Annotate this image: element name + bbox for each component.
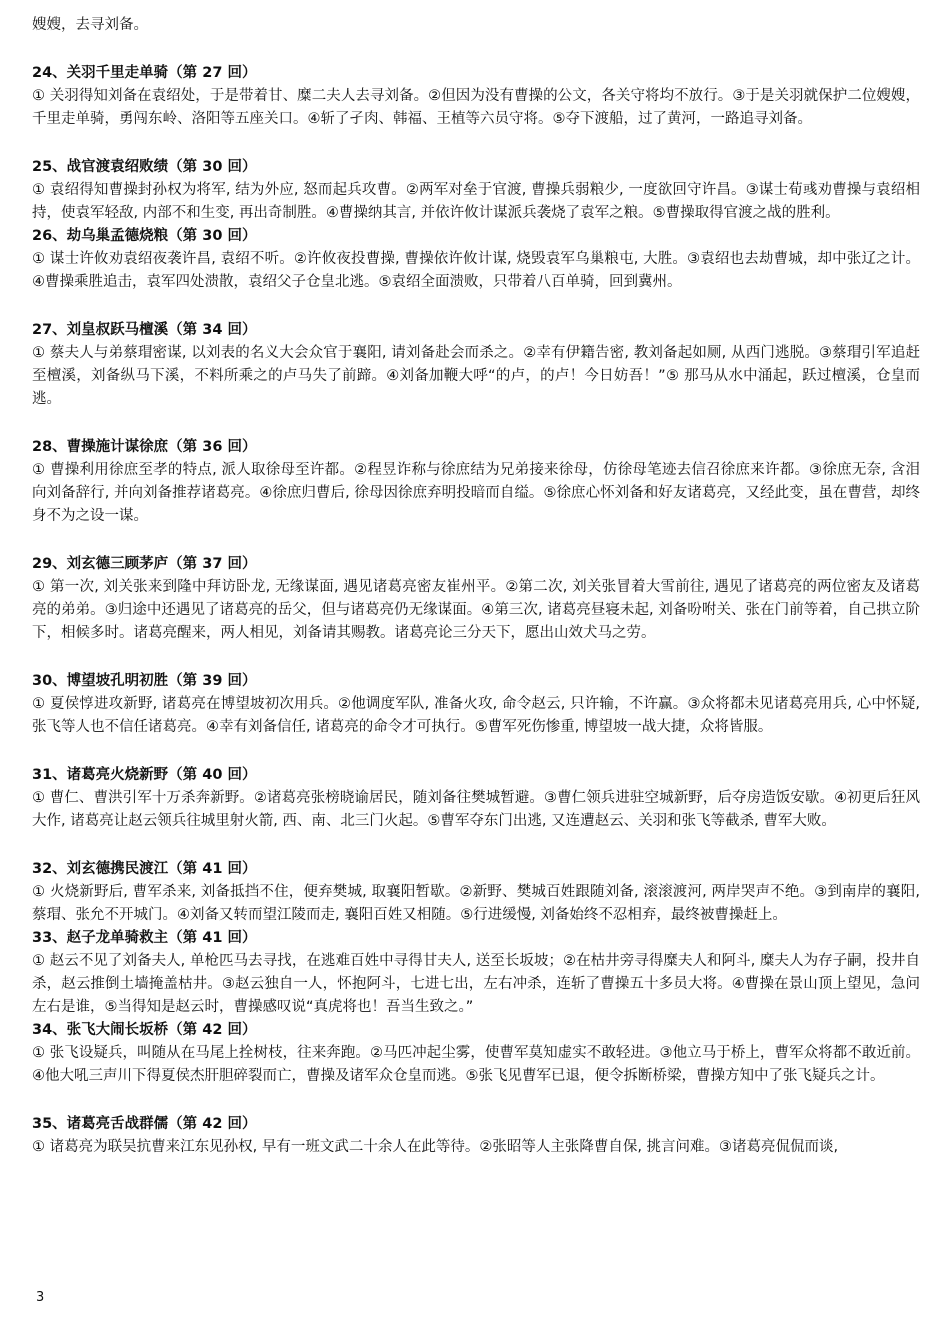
page-number: 3 [36, 1290, 45, 1305]
section-title: 30、博望坡孔明初胜（第 39 回） [32, 673, 257, 689]
intro-paragraph: 嫂嫂，去寻刘备。 [32, 17, 148, 33]
section-35 [32, 1113, 920, 1159]
section-title: 24、关羽千里走单骑（第 27 回） [32, 65, 257, 81]
section-title: 26、劫乌巢孟德烧粮（第 30 回） [32, 228, 257, 244]
section-24 [32, 62, 920, 131]
section-title: 31、诸葛亮火烧新野（第 40 回） [32, 767, 257, 783]
document-page [32, 14, 920, 1159]
section-body: ① 夏侯惇进攻新野, 诸葛亮在博望坡初次用兵。②他调度军队, 准备火攻, 命令赵云, 只许输，不许赢。③众将都未见诸葛亮用兵, 心中怀疑, 张飞等人也不信任诸葛亮。④幸有刘备信任, 诸葛亮的命令才可执行。⑤曹军死伤惨重, 博望坡一战大捷，众将皆服。 [32, 696, 920, 735]
section-title: 33、赵子龙单骑救主（第 41 回） [32, 930, 257, 946]
section-title: 32、刘玄德携民渡江（第 41 回） [32, 861, 257, 877]
section-title: 25、战官渡袁绍败绩（第 30 回） [32, 159, 257, 175]
section-body: ① 火烧新野后, 曹军杀来, 刘备抵挡不住，便弃樊城, 取襄阳暂歇。②新野、樊城百姓跟随刘备, 滚滚渡河, 两岸哭声不绝。③到南岸的襄阳, 蔡瑁、张允不开城门。④刘备又转而望江陵而走, 襄阳百姓又相随。⑤行进缓慢, 刘备始终不忍相弃，最终被曹操赶上。 [32, 884, 920, 923]
section-26 [32, 225, 920, 294]
section-body: ① 诸葛亮为联吴抗曹来江东见孙权, 早有一班文武二十余人在此等待。②张昭等人主张降曹自保, 挑言问难。③诸葛亮侃侃而谈, [32, 1139, 839, 1155]
section-29 [32, 553, 920, 645]
section-25 [32, 156, 920, 225]
section-28 [32, 436, 920, 528]
section-title: 34、张飞大闹长坂桥（第 42 回） [32, 1022, 257, 1038]
section-34 [32, 1019, 920, 1088]
section-body: ① 张飞设疑兵，叫随从在马尾上拴树枝，往来奔跑。②马匹冲起尘雾，使曹军莫知虚实不敢轻进。③他立马于桥上，曹军众将都不敢近前。④他大吼三声川下得夏侯杰肝胆碎裂而亡，曹操及诸军众仓皇而逃。⑤张飞见曹军已退，便令拆断桥梁，曹操方知中了张飞疑兵之计。 [32, 1045, 920, 1084]
section-32 [32, 858, 920, 927]
section-body: ① 蔡夫人与弟蔡瑁密谋, 以刘表的名义大会众官于襄阳, 请刘备赴会而杀之。②幸有伊籍告密, 教刘备起如厕, 从西门逃脱。③蔡瑁引军追赶至檀溪，刘备纵马下溪，不料所乘之的卢马失了前蹄。④刘备加鞭大呼“的卢，的卢！今日妨吾！”⑤ 那马从水中涌起，跃过檀溪，仓皇而逃。 [32, 345, 920, 407]
section-31 [32, 764, 920, 833]
section-body: ① 曹仁、曹洪引军十万杀奔新野。②诸葛亮张榜晓谕居民，随刘备往樊城暂避。③曹仁领兵进驻空城新野，后夺房造饭安歇。④初更后狂风大作, 诸葛亮让赵云领兵往城里射火箭, 西、南、北三门火起。⑤曹军夺东门出逃, 又连遭赵云、关羽和张飞等截杀, 曹军大败。 [32, 790, 920, 829]
section-title: 27、刘皇叔跃马檀溪（第 34 回） [32, 322, 257, 338]
section-body: ① 袁绍得知曹操封孙权为将军, 结为外应, 怒而起兵攻曹。②两军对垒于官渡, 曹操兵弱粮少, 一度欲回守许昌。③谋士荀彧劝曹操与袁绍相持，使袁军轻敌, 内部不和生变, 再出奇制胜。④曹操纳其言, 并依许攸计谋派兵袭烧了袁军之粮。⑤曹操取得官渡之战的胜利。 [32, 182, 920, 221]
section-body: ① 关羽得知刘备在袁绍处，于是带着甘、糜二夫人去寻刘备。②但因为没有曹操的公文，各关守将均不放行。③于是关羽就保护二位嫂嫂，千里走单骑，勇闯东岭、洛阳等五座关口。④斩了孑肉、韩福、王植等六员守将。⑤夺下渡船，过了黄河，一路追寻刘备。 [32, 88, 920, 127]
section-body: ① 赵云不见了刘备夫人, 单枪匹马去寻找，在逃难百姓中寻得甘夫人, 送至长坂坡；②在枯井旁寻得糜夫人和阿斗, 糜夫人为存子嗣，投井自杀，赵云推倒土墙掩盖枯井。③赵云独自一人，怀抱阿斗，七进七出，左右冲杀，连斩了曹操五十多员大将。④曹操在景山顶上望见，急问左右是谁，⑤当得知是赵云时，曹操感叹说“真虎将也！吾当生致之。” [32, 953, 920, 1015]
section-body: ① 第一次, 刘关张来到隆中拜访卧龙, 无缘谋面, 遇见诸葛亮密友崔州平。②第二次, 刘关张冒着大雪前往, 遇见了诸葛亮的两位密友及诸葛亮的弟弟。③归途中还遇见了诸葛亮的岳父，但与诸葛亮仍无缘谋面。④第三次, 诸葛亮昼寝未起, 刘备吩咐关、张在门前等着，自己拱立阶下，相候多时。诸葛亮醒来，两人相见，刘备请其赐教。诸葛亮论三分天下，愿出山效犬马之劳。 [32, 579, 920, 641]
section-30 [32, 670, 920, 739]
section-title: 29、刘玄德三顾茅庐（第 37 回） [32, 556, 257, 572]
section-title: 28、曹操施计谋徐庶（第 36 回） [32, 439, 257, 455]
section-title: 35、诸葛亮舌战群儒（第 42 回） [32, 1116, 257, 1132]
section-body: ① 曹操利用徐庶至孝的特点, 派人取徐母至许都。②程昱诈称与徐庶结为兄弟接来徐母，仿徐母笔迹去信召徐庶来许都。③徐庶无奈, 含泪向刘备辞行, 并向刘备推荐诸葛亮。④徐庶归曹后, 徐母因徐庶弃明投暗而自缢。⑤徐庶心怀刘备和好友诸葛亮，又经此变，虽在曹营，却终身不为之设一谋。 [32, 462, 920, 524]
section-33 [32, 927, 920, 1019]
section-body: ① 谋士许攸劝袁绍夜袭许昌, 袁绍不听。②许攸夜投曹操, 曹操依许攸计谋, 烧毁袁军乌巢粮屯, 大胜。③袁绍也去劫曹城，却中张辽之计。④曹操乘胜追击，袁军四处溃散，袁绍父子仓皇北逃。⑤袁绍全面溃败，只带着八百单骑，回到冀州。 [32, 251, 920, 290]
section-27 [32, 319, 920, 411]
